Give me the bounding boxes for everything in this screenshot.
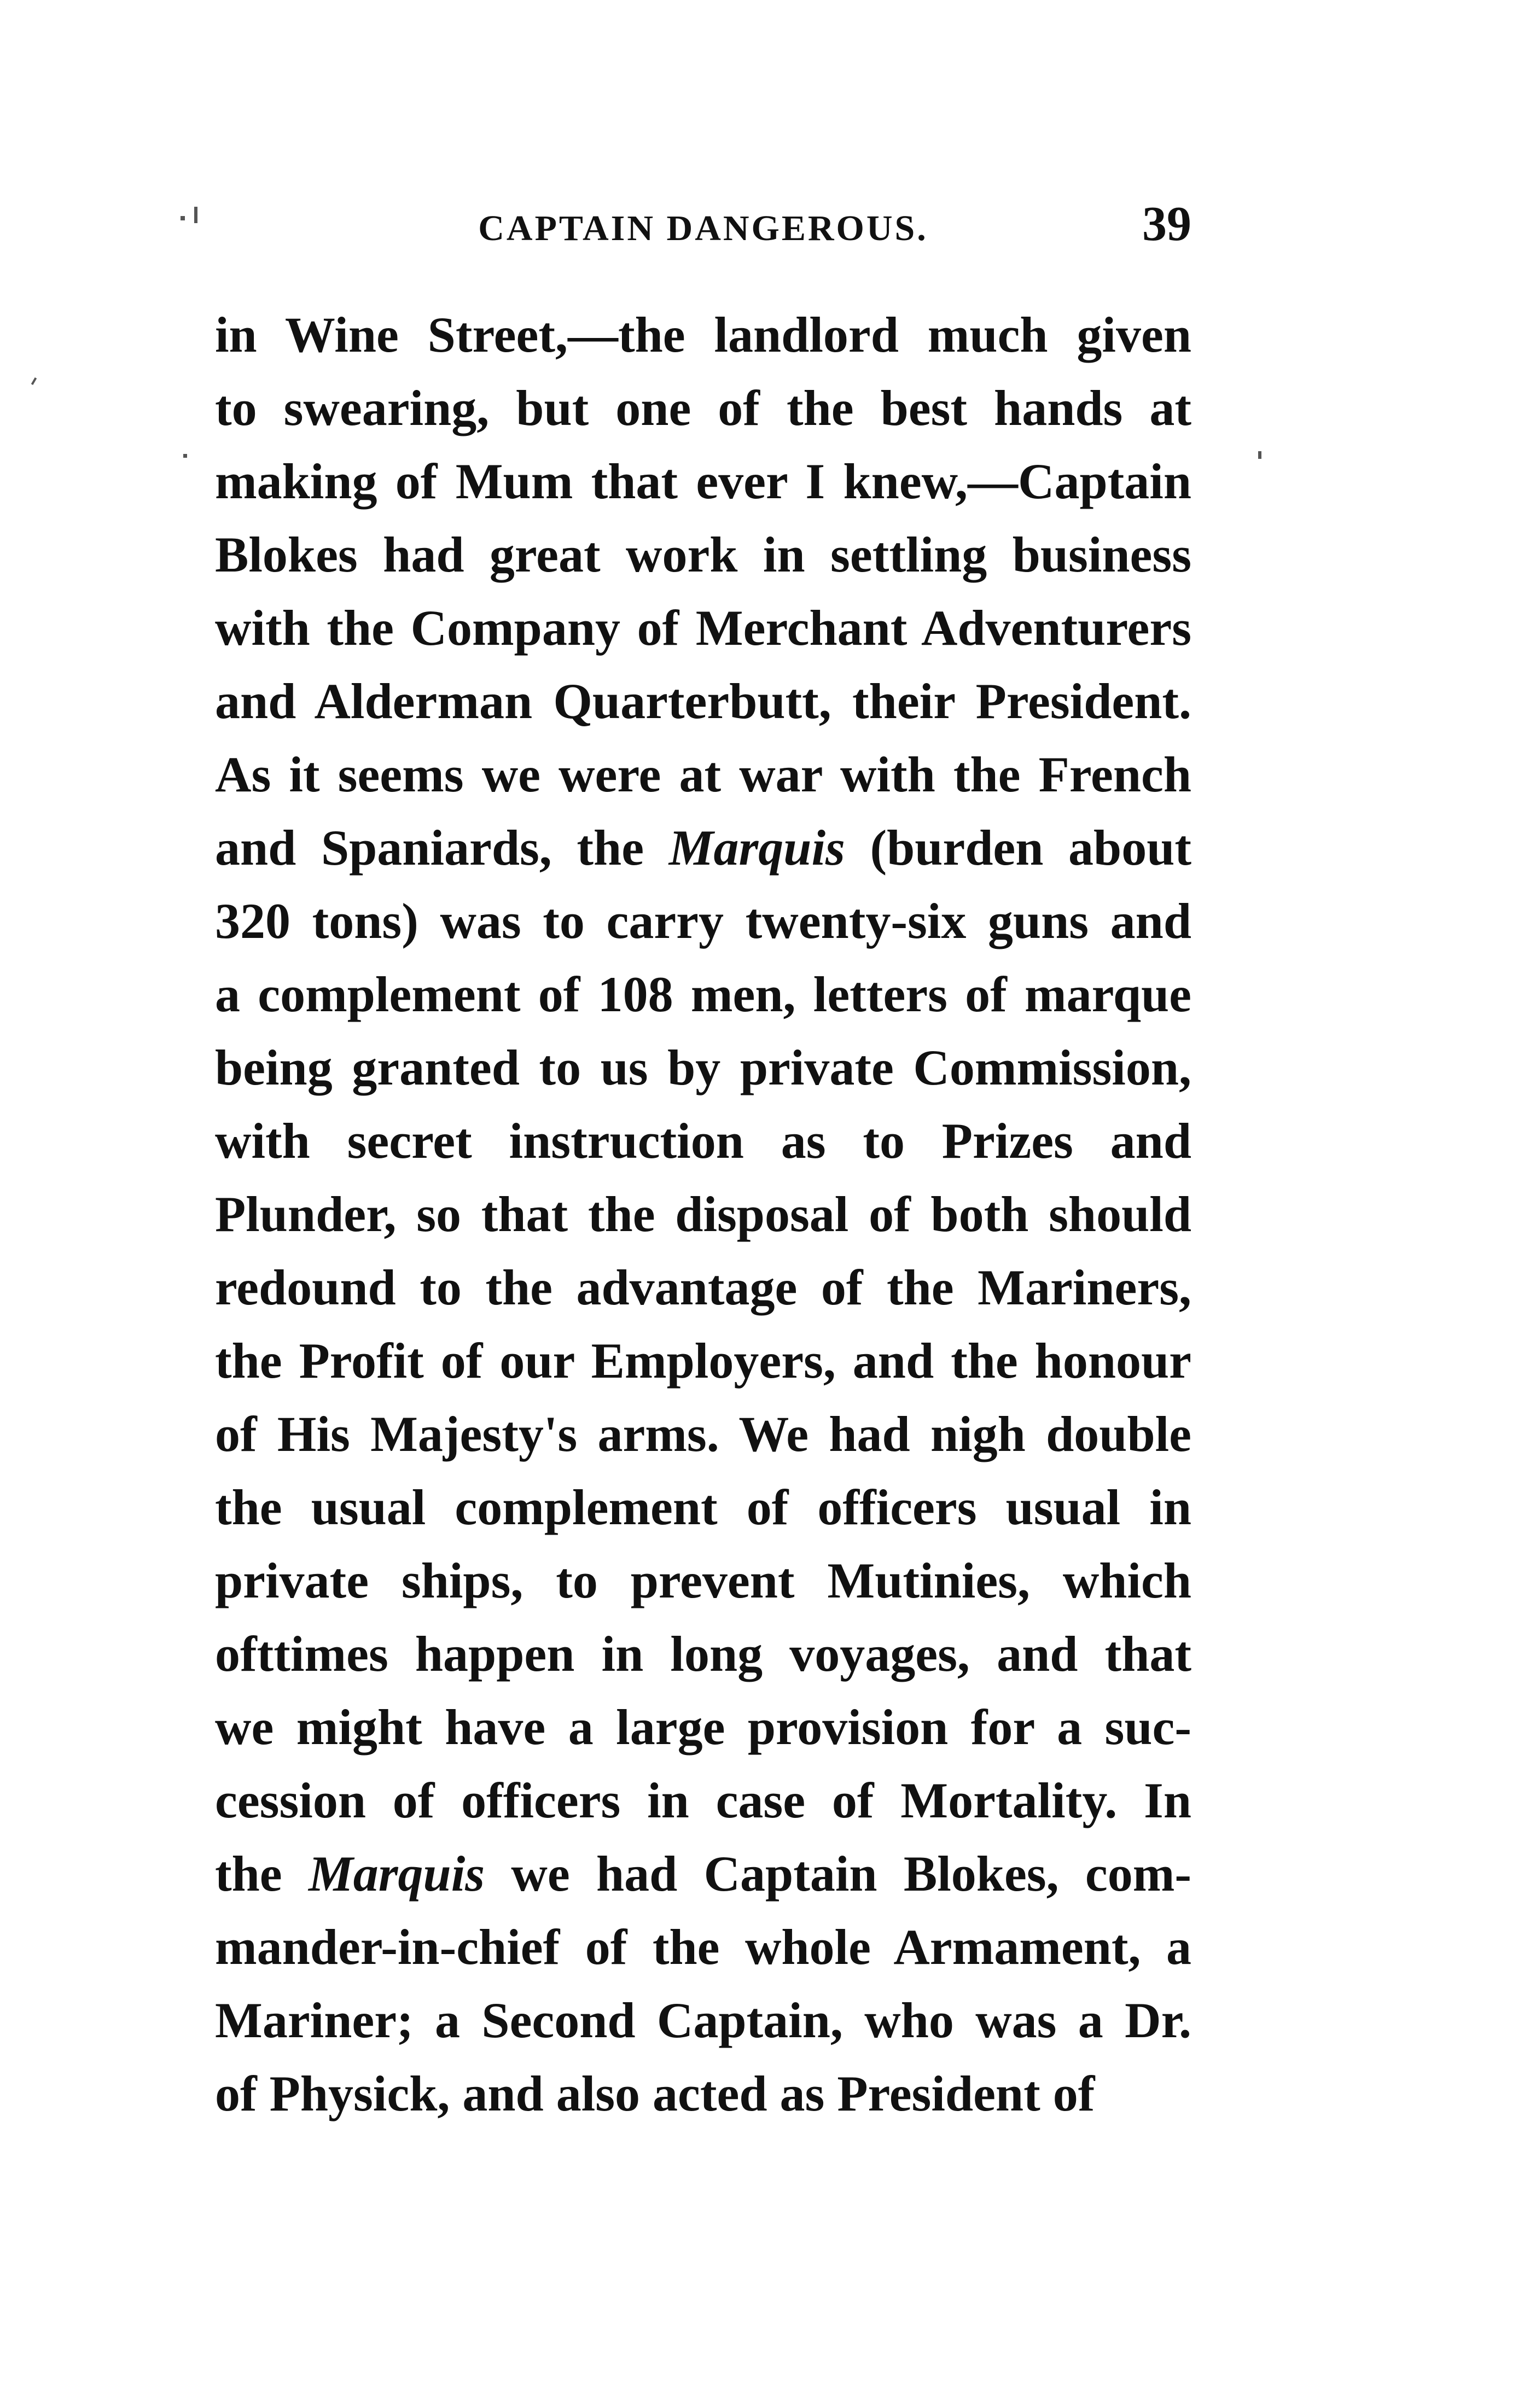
ship-name: Marquis [668,820,845,876]
text-line: private ships, to prevent Mutinies, which [215,1553,1191,1608]
text-line: being granted to us by private Commission, [215,1040,1191,1095]
text-line: a complement of 108 men, letters of marque [215,966,1191,1022]
text-line: of Physick, and also acted as President of [215,2066,1095,2121]
ship-name: Marquis [308,1846,485,1902]
text-line: Mariner; a Second Captain, who was a Dr. [215,1992,1191,2048]
text-line: Plunder, so that the disposal of both should [215,1186,1191,1242]
text-line: of His Majesty's arms. We had nigh double [215,1406,1191,1462]
text-line: cession of officers in case of Mortality. In [215,1773,1191,1828]
text-line: the Profit of our Employers, and the honour [215,1333,1191,1389]
scan-speck [183,454,187,458]
text-line: making of Mum that ever I knew,—Captain [215,453,1191,509]
text-line: Blokes had great work in settling business [215,527,1191,582]
scan-speck [31,377,37,385]
running-header [215,197,1191,263]
scan-speck [181,216,185,220]
text-line: redound to the advantage of the Mariners, [215,1260,1191,1315]
text-line: we might have a large provision for a suc- [215,1699,1191,1755]
page-number: 39 [1142,197,1191,251]
text-line: and Spaniards, the Marquis (burden about [215,820,1191,876]
text-line: to swearing, but one of the best hands at [215,380,1191,436]
running-title: CAPTAIN DANGEROUS. [478,208,928,248]
text-line: with the Company of Merchant Adventurers [215,600,1191,656]
text-line: with secret instruction as to Prizes and [215,1113,1191,1169]
scan-speck [1258,451,1261,459]
body-text [215,298,1191,2130]
text-line: and Alderman Quarterbutt, their President. [215,673,1191,729]
text-line: As it seems we were at war with the French [215,747,1191,802]
text-line: the usual complement of officers usual in [215,1479,1191,1535]
text-line: the Marquis we had Captain Blokes, com- [215,1846,1191,1902]
text-line: ofttimes happen in long voyages, and that [215,1626,1191,1682]
scan-speck [194,207,197,223]
text-line: in Wine Street,—the landlord much given [215,307,1191,363]
text-line: mander-in-chief of the whole Armament, a [215,1919,1191,1975]
text-line: 320 tons) was to carry twenty-six guns and [215,893,1191,949]
